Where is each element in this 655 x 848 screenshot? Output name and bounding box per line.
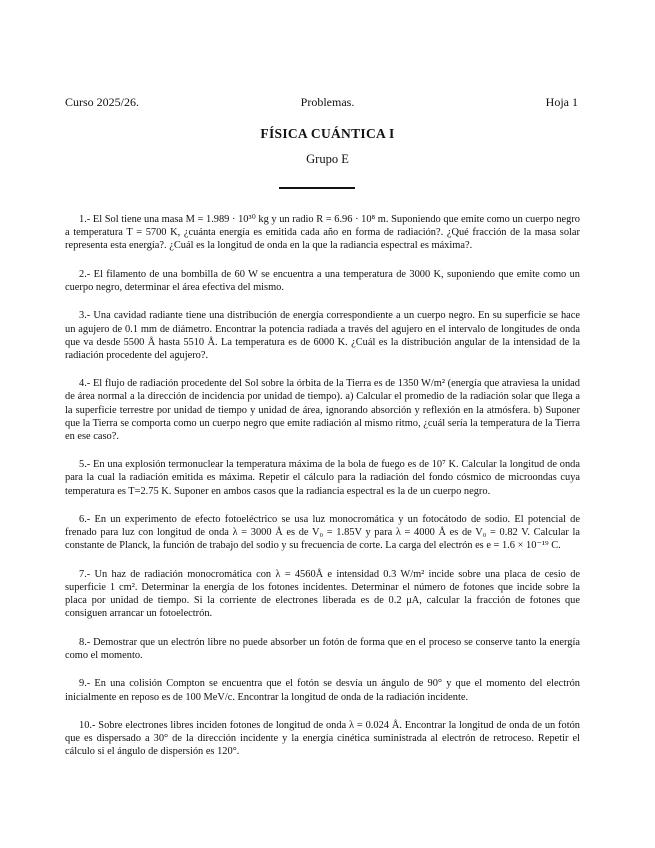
- problem-6: 6.- En un experimento de efecto fotoeléctrico se usa luz monocromática y un fotocátodo de sodio. El potencial de frenado para luz con longitud de onda λ = 3000 Å es de V₀ = 1.85V y para λ = 4000 Å es de V₀ = 0.82 V. Calcular la constante de Planck, la función de trabajo del sodio y su frecuencia de corte. La carga del electrón es e = 1.6 × 10⁻¹⁹ C.: [65, 514, 580, 552]
- problem-4: 4.- El flujo de radiación procedente del Sol sobre la órbita de la Tierra es de 1350 W/m² (energía que atraviesa la unidad de área normal a la dirección de incidencia por unidad de tiempo). a) Calcular el promedio de la radiación solar que llega a la superficie terrestre por unidad de tiempo y unidad de área, ignorando absorción y reflexión en la atmósfera. b) Suponer que la Tierra se comporta como un cuerpo negro que emite radiación al mismo ritmo, ¿cuál sería la temperatura de la Tierra en ese caso?.: [65, 378, 580, 442]
- problem-10: 10.- Sobre electrones libres inciden fotones de longitud de onda λ = 0.024 Å. Encontrar la longitud de onda de un fotón que es dispersado a 30° de la dirección incidente y la energía cinética suministrada al electrón de retroceso. Repetir el cálculo si el ángulo de dispersión es 120°.: [65, 720, 580, 758]
- problem-3: 3.- Una cavidad radiante tiene una distribución de energía correspondiente a un cuerpo negro. En su superficie se hace un agujero de 0.1 mm de diámetro. Encontrar la potencia radiada a través del agujero en el intervalo de longitudes de onda que va desde 5500 Å hasta 5510 Å. La temperatura es de 6000 K. ¿Cuál es la distribución angular de la intensidad de la radiación procedente del agujero?.: [65, 310, 580, 361]
- problem-8: 8.- Demostrar que un electrón libre no puede absorber un fotón de forma que en el proceso se conserve tanto la energía como el momento.: [65, 636, 580, 661]
- problem-2: 2.- El filamento de una bombilla de 60 W se encuentra a una temperatura de 3000 K, suponiendo que emite como un cuerpo negro, determinar el área efectiva del mismo.: [65, 268, 580, 293]
- problem-9: 9.- En una colisión Compton se encuentra que el fotón se desvía un ángulo de 90° y que el momento del electrón inicialmente en reposo es de 100 MeV/c. Encontrar la longitud de onda de la radiación incidente.: [65, 678, 580, 703]
- problem-5: 5.- En una explosión termonuclear la temperatura máxima de la bola de fuego es de 10⁷ K. Calcular la longitud de onda para la cual la radiación emitida es máxima. Repetir el cálculo para la radiación del fondo cósmico de microondas cuya temperatura es T=2.75 K. Suponer en ambos casos que la radiancia espectral es la de un cuerpo negro.: [65, 459, 580, 497]
- title-divider: [279, 187, 355, 189]
- problem-list: [65, 213, 580, 774]
- page-title: FÍSICA CUÁNTICA I: [260, 126, 395, 141]
- problem-7: 7.- Un haz de radiación monocromática con λ = 4560Å e intensidad 0.3 W/m² incide sobre una placa de cesio de superficie 1 cm². Determinar la energía de los fotones incidentes. Determinar el número de fotones que incide sobre la placa por unidad de tiempo. Si la corriente de electrones liberada es de 0.2 μA, calcular la fracción de fotones que consiguen arrancar un fotoelectrón.: [65, 568, 580, 620]
- document-type-label: Problemas.: [300, 95, 355, 109]
- group-subtitle: Grupo E: [306, 152, 349, 166]
- sheet-number-label: Hoja 1: [545, 95, 578, 109]
- course-label: Curso 2025/26.: [65, 95, 140, 109]
- problem-1: 1.- El Sol tiene una masa M = 1.989 · 10³⁰ kg y un radio R = 6.96 · 10⁸ m. Suponiendo que emite como un cuerpo negro a temperatura T = 5700 K, ¿cuánta energía es emitida cada año en forma de radiación?. ¿Qué fracción de la masa solar representa esta energía?. ¿Cuál es la longitud de onda en la que la radiancia espectral es máxima?.: [65, 214, 580, 252]
